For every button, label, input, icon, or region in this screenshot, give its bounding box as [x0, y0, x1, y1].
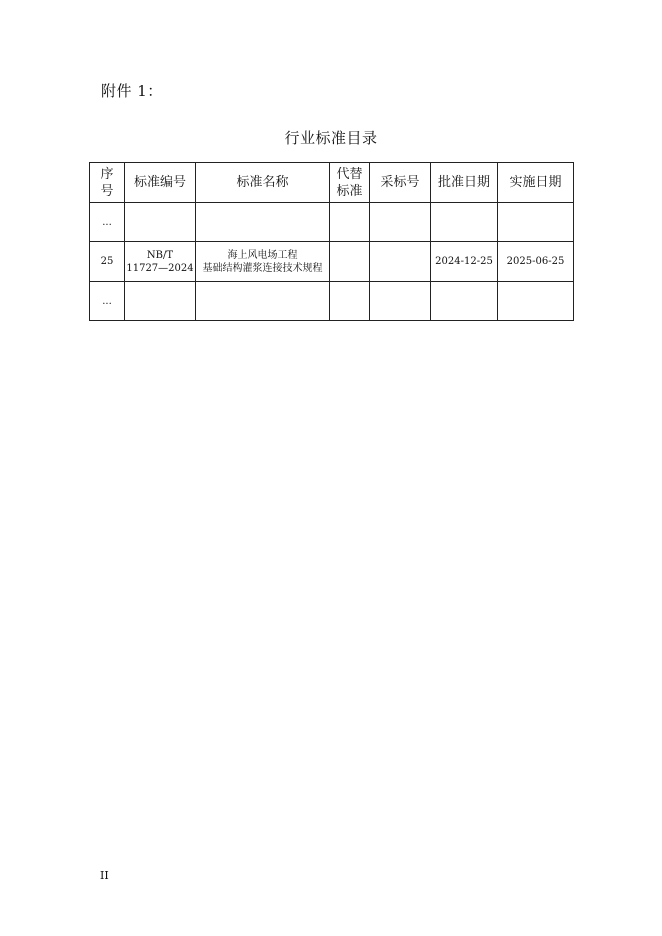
- table-row: [90, 242, 574, 282]
- cell-name: [196, 203, 330, 242]
- cell-adopted: [370, 242, 431, 282]
- cell-number: [125, 203, 196, 242]
- header-adopted-number: 采标号: [370, 163, 431, 203]
- page-number: II: [100, 869, 109, 882]
- cell-adopted: [370, 282, 431, 321]
- cell-number: [125, 282, 196, 321]
- cell-seq: ...: [90, 203, 125, 242]
- cell-name: 海上风电场工程 基础结构灌浆连接技术规程: [196, 242, 330, 282]
- cell-approval-date: [431, 282, 498, 321]
- cell-effective-date: [498, 203, 574, 242]
- cell-effective-date: 2025-06-25: [498, 242, 574, 282]
- cell-replaces: [330, 242, 370, 282]
- header-standard-number: 标准编号: [125, 163, 196, 203]
- cell-seq: ...: [90, 282, 125, 321]
- cell-approval-date: [431, 203, 498, 242]
- document-title: 行业标准目录: [284, 129, 378, 147]
- standards-catalog-table: [89, 162, 574, 321]
- attachment-label: 附件 1：: [101, 82, 163, 100]
- header-effective-date: 实施日期: [498, 163, 574, 203]
- cell-number: NB/T 11727—2024: [125, 242, 196, 282]
- cell-replaces: [330, 282, 370, 321]
- cell-adopted: [370, 203, 431, 242]
- table-row: [90, 282, 574, 321]
- header-standard-name: 标准名称: [196, 163, 330, 203]
- header-replaces: 代替 标准: [330, 163, 370, 203]
- cell-seq: 25: [90, 242, 125, 282]
- header-approval-date: 批准日期: [431, 163, 498, 203]
- cell-name: [196, 282, 330, 321]
- cell-approval-date: 2024-12-25: [431, 242, 498, 282]
- table-row: [90, 203, 574, 242]
- table-header-row: [90, 163, 574, 203]
- cell-replaces: [330, 203, 370, 242]
- header-seq: 序 号: [90, 163, 125, 203]
- cell-effective-date: [498, 282, 574, 321]
